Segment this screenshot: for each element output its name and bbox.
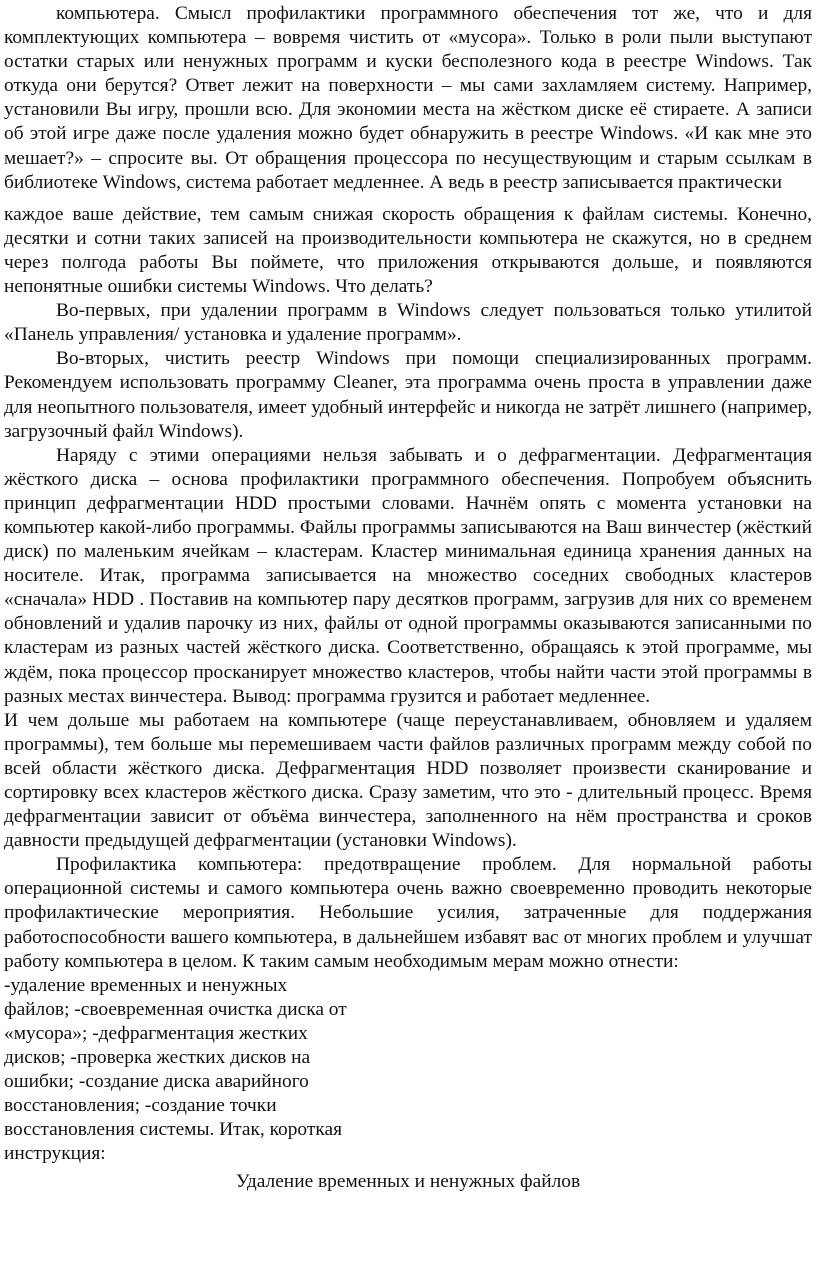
paragraph-6: И чем дольше мы работаем на компьютере (чаще переустанавливаем, обновляем и удаляем программы), тем больше мы перемешиваем части файлов различных программ между собой по всей области жёсткого диска. Дефрагментация HDD позволяет произвести сканирование и сортировку всех кластеров жёсткого диска. Сразу заметим, что это - длительный процесс. Время дефрагментации зависит от объёма винчестера, заполненного на нём пространства и сроков давности предыдущей дефрагментации (установки Windows).: [4, 709, 812, 852]
paragraph-7: Профилактика компьютера: предотвращение проблем. Для нормальной работы операционной системы и самого компьютера очень важно своевременно проводить некоторые профилактические мероприятия. Небольшие усилия, затраченные для поддержания работоспособности вашего компьютера, в дальнейшем избавят вас от многих проблем и улучшат работу компьютера в целом. К таким самым необходимым мерам можно отнести:: [4, 854, 812, 972]
paragraph-5: Наряду с этими операциями нельзя забывать и о дефрагментации. Дефрагментация жёсткого диска – основа профилактики программного обеспечения. Попробуем объяснить принцип дефрагментации HDD простыми словами. Начнём опять с момента установки на компьютер какой-либо программы. Файлы программы записываются на Ваш винчестер (жёсткий диск) по маленьким ячейкам – кластерам. Кластер минимальная единица хранения данных на носителе. Итак, программа записывается на множество соседних свободных кластеров «сначала» HDD . Поставив на компьютер пару десятков программ, загрузив для них со временем обновлений и удалив парочку из них, файлы от одной программы оказываются записанными по кластерам из разных частей жёсткого диска. Соответственно, обращаясь к этой программе, мы ждём, пока процессор просканирует множество кластеров, чтобы найти части этой программы в разных местах винчестера. Вывод: программа грузится и работает медленнее.: [4, 444, 812, 707]
paragraph-3: Во-первых, при удалении программ в Windows следует пользоваться только утилитой «Панель управления/ установка и удаление программ».: [4, 300, 812, 346]
paragraph-2: каждое ваше действие, тем самым снижая скорость обращения к файлам системы. Конечно, десятки и сотни таких записей на производительности компьютера не скажутся, но в среднем через полгода работы Вы поймете, что приложения открываются дольше, и появляются непонятные ошибки системы Windows. Что делать?: [4, 203, 812, 298]
paragraph-1: компьютера. Смысл профилактики программного обеспечения тот же, что и для комплектующих компьютера – вовремя чистить от «мусора». Только в роли пыли выступают остатки старых или ненужных программ и куски бесполезного кода в реестре Windows. Так откуда они берутся? Ответ лежит на поверхности – мы сами захламляем систему. Например, установили Вы игру, прошли всю. Для экономии места на жёстком диске её стираете. А записи об этой игре даже после удаления можно будет обнаружить в реестре Windows. «И как мне это мешает?» – спросите вы. От обращения процессора по несуществующим и старым ссылкам в библиотеке Windows, система работает медленнее. А ведь в реестр записывается практически: [4, 3, 812, 193]
paragraph-4: Во-вторых, чистить реестр Windows при помощи специализированных программ. Рекомендуем использовать программу Cleaner, эта программа очень проста в управлении даже для неопытного пользователя, имеет удобный интерфейс и никогда не затрёт лишнего (например, загрузочный файл Windows).: [4, 348, 812, 442]
section-heading: Удаление временных и ненужных файлов: [235, 1170, 581, 1192]
paragraph-gap: [4, 195, 812, 203]
measures-list: -удаление временных и ненужных файлов; -своевременная очистка диска от «мусора»; -дефрагментация жестких дисков; -проверка жестких дисков на ошибки; -создание диска аварийного восстановления; -создание точки восстановления системы. Итак, короткая инструкция:: [4, 974, 347, 1165]
